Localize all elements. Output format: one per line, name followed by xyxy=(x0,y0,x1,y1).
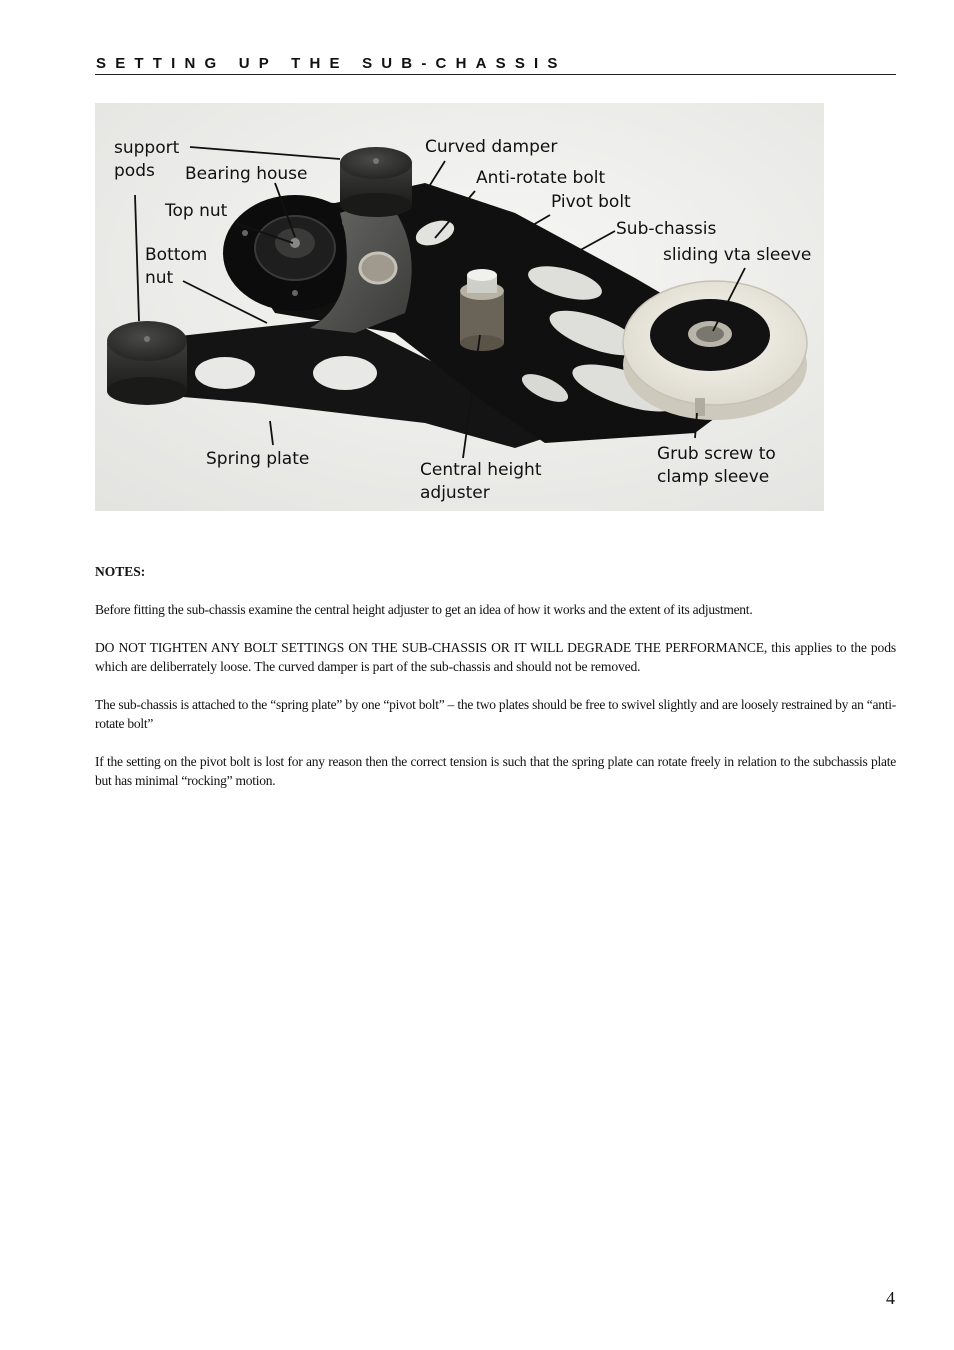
label-top-nut: Top nut xyxy=(165,201,228,221)
page-header xyxy=(95,55,896,75)
label-bottom-nut: Bottom xyxy=(145,245,208,265)
label-central-height-adjuster: Central height xyxy=(420,460,542,480)
support-pod-back xyxy=(340,147,412,217)
label-anti-rotate-bolt: Anti-rotate bolt xyxy=(476,168,606,188)
page-title: SETTING UP THE SUB-CHASSIS xyxy=(96,55,567,72)
label-pivot-bolt: Pivot bolt xyxy=(551,192,631,212)
label-grub-screw-line2: clamp sleeve xyxy=(657,467,770,487)
sliding-vta-sleeve xyxy=(623,281,807,420)
note-paragraph: DO NOT TIGHTEN ANY BOLT SETTINGS ON THE SUB-CHASSIS OR IT WILL DEGRADE THE PERFORMANCE, this applies to the pods which are deliberrately loose. The curved damper is part of the sub-chassis and should not be removed. xyxy=(95,640,896,674)
notes-heading: NOTES: xyxy=(95,564,146,579)
sub-chassis-illustration xyxy=(95,103,824,511)
label-grub-screw: Grub screw to xyxy=(657,444,776,464)
label-spring-plate: Spring plate xyxy=(206,449,310,469)
label-central-height-adjuster-line2: adjuster xyxy=(420,483,490,503)
note-paragraph: The sub-chassis is attached to the “spring plate” by one “pivot bolt” – the two plates should be free to swivel slightly and are loosely restrained by an “anti-rotate bolt” xyxy=(95,697,896,731)
label-sliding-vta-sleeve: sliding vta sleeve xyxy=(663,245,812,265)
label-sub-chassis: Sub-chassis xyxy=(616,219,717,239)
note-paragraph: If the setting on the pivot bolt is lost for any reason then the correct tension is such that the spring plate can rotate freely in relation to the subchassis plate but has minimal “rocking” motion. xyxy=(95,754,896,788)
sub-chassis-photo xyxy=(95,103,824,511)
label-curved-damper: Curved damper xyxy=(425,137,558,157)
label-support-pods: support xyxy=(114,138,180,158)
label-bearing-house: Bearing house xyxy=(185,164,308,184)
page-number: 4 xyxy=(886,1288,895,1308)
label-support-pods-line2: pods xyxy=(114,161,155,181)
label-bottom-nut-line2: nut xyxy=(145,268,174,288)
support-pod-front xyxy=(107,321,187,405)
notes-section xyxy=(95,562,896,809)
note-paragraph: Before fitting the sub-chassis examine the central height adjuster to get an idea of how it works and the extent of its adjustment. xyxy=(95,602,753,617)
